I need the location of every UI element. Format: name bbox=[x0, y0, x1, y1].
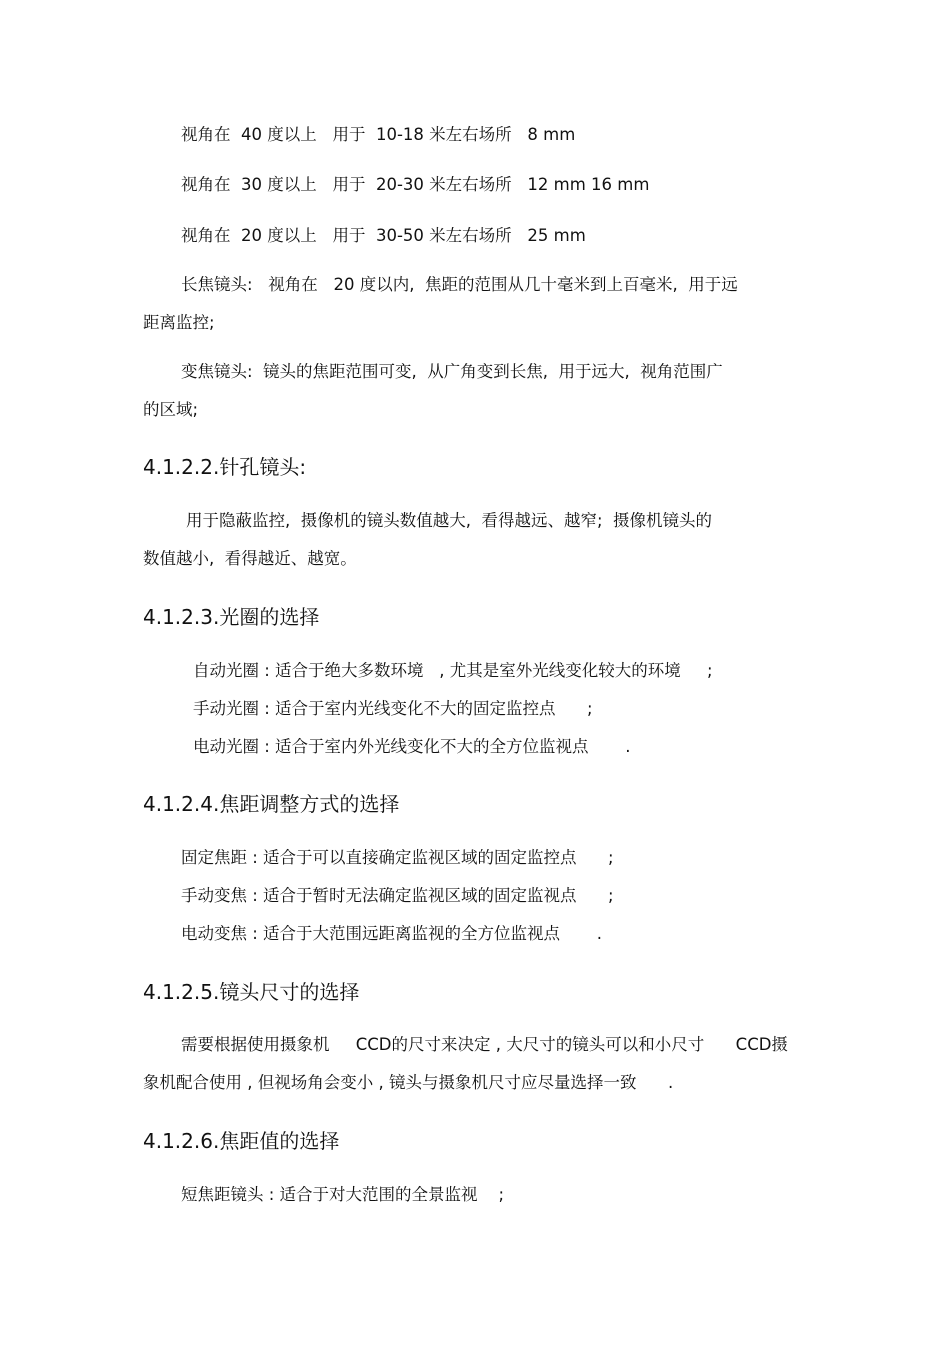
text-line: 短焦距镜头 : 适合于对大范围的全景监视 ; bbox=[181, 1185, 505, 1204]
text-line: 用于隐蔽监控, 摄像机的镜头数值越大, 看得越远、越窄; 摄像机镜头的 bbox=[186, 511, 713, 530]
text-line: 长焦镜头: 视角在 20 度以内, 焦距的范围从几十毫米到上百毫米, 用于远 bbox=[181, 275, 738, 294]
text-line: 手动变焦 : 适合于暂时无法确定监视区域的固定监视点 ; bbox=[181, 886, 614, 905]
text-line: 变焦镜头: 镜头的焦距范围可变, 从广角变到长焦, 用于远大, 视角范围广 bbox=[181, 362, 723, 381]
section-heading-focal: 4.1.2.6.焦距值的选择 bbox=[143, 1129, 340, 1153]
section-heading-pinhole: 4.1.2.2.针孔镜头: bbox=[143, 455, 307, 479]
text-line: 象机配合使用 , 但视场角会变小 , 镜头与摄象机尺寸应尽量选择一致 . bbox=[143, 1073, 674, 1092]
text-line: 视角在 40 度以上 用于 10-18 米左右场所 8 mm bbox=[181, 125, 576, 144]
section-heading-aperture: 4.1.2.3.光圈的选择 bbox=[143, 605, 320, 629]
section-heading-size: 4.1.2.5.镜头尺寸的选择 bbox=[143, 980, 360, 1004]
section-heading-focus: 4.1.2.4.焦距调整方式的选择 bbox=[143, 792, 400, 816]
text-line: 的区域; bbox=[143, 400, 199, 419]
text-line: 自动光圈 : 适合于绝大多数环境 , 尤其是室外光线变化较大的环境 ; bbox=[193, 661, 713, 680]
text-line: 视角在 20 度以上 用于 30-50 米左右场所 25 mm bbox=[181, 226, 586, 245]
text-line: 视角在 30 度以上 用于 20-30 米左右场所 12 mm 16 mm bbox=[181, 175, 650, 194]
text-line: 需要根据使用摄象机 CCD的尺寸来决定 , 大尺寸的镜头可以和小尺寸 CCD摄 bbox=[181, 1035, 788, 1054]
text-line: 电动光圈 : 适合于室内外光线变化不大的全方位监视点 . bbox=[193, 737, 631, 756]
text-line: 固定焦距 : 适合于可以直接确定监视区域的固定监控点 ; bbox=[181, 848, 614, 867]
text-line: 数值越小, 看得越近、越宽。 bbox=[143, 549, 357, 568]
text-line: 电动变焦 : 适合于大范围远距离监视的全方位监视点 . bbox=[181, 924, 603, 943]
text-line: 手动光圈 : 适合于室内光线变化不大的固定监控点 ; bbox=[193, 699, 593, 718]
text-line: 距离监控; bbox=[143, 313, 215, 332]
